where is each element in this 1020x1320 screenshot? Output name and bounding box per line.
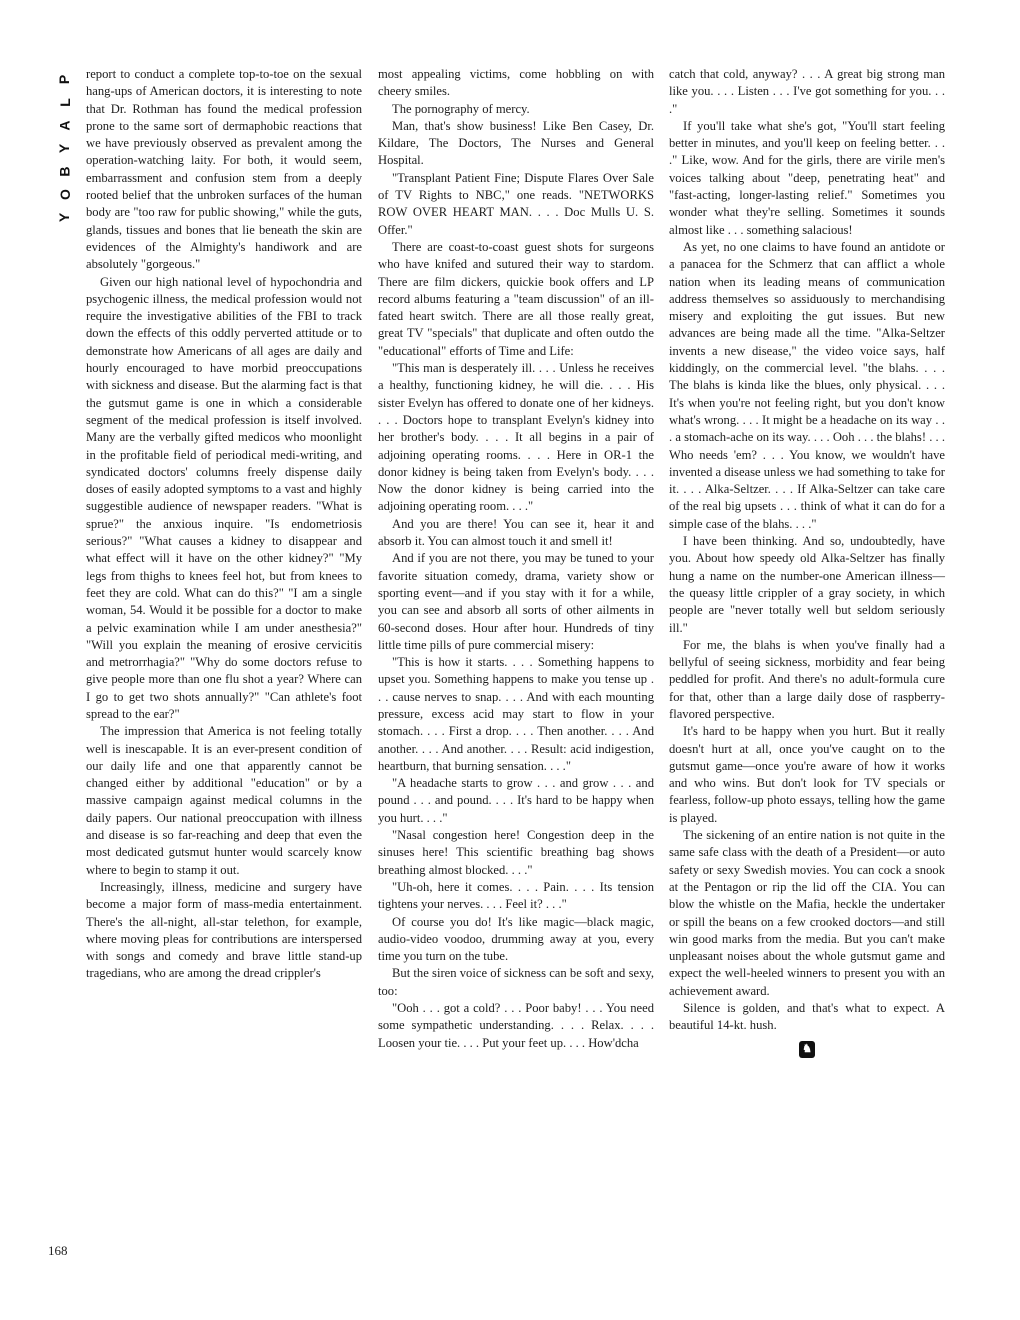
paragraph: The impression that America is not feeling totally well is inescapable. It is an ever-present condition of our daily life and one that apparently cannot be changed either by additional "education" or by a massive campaign against medical columns in the daily papers. Our national preoccupation with illness and disease is so far-reaching and deep that even the most dedicated gutsmut hunter would scarcely know where to begin to stamp it out. — [86, 724, 362, 877]
page-number: 168 — [48, 1243, 68, 1258]
masthead-letter: B — [56, 166, 73, 177]
masthead-letter: Y — [56, 143, 73, 154]
paragraph: "Nasal congestion here! Congestion deep in the sinuses here! This scientific breathing bag shows breathing almost blocked. . . ." — [378, 828, 654, 877]
paragraph: report to conduct a complete top-to-toe on the sexual hang-ups of American doctors, it is interesting to note that Dr. Rothman has found the medical profession prone to the same sort of dermaphobic reactions that we have previously observed as prevalent among the operation-watching laity. For both, it would seem, embarrassment and confusion stem from a deeply rooted belief that the unbroken surfaces of the human body are "too raw for public showing," while the guts, glands, tissues and bones that lie beneath the skin are evidences of the Almighty's handiwork and are absolutely "gorgeous." — [86, 67, 362, 272]
paragraph: As yet, no one claims to have found an antidote or a panacea for the Schmerz that can afflict a whole nation when its leading means of communication address themselves so assiduously to merchandising misery and exploiting the gut issues. But new advances are being made all the time. "Alka-Seltzer invents a new disease," the video voice says, half kiddingly, on the commercial level. "the blahs. . . . The blahs is kinda like the blues, only physical. . . . It's when you're not feeling right, but you don't know what's wrong. . . . It might be a headache on its way . . . a stomach-ache on its way. . . . Ooh . . . the blahs! . . . Who needs 'em? . . . You know, we wouldn't have invented a disease unless we had something to take for it. . . . Alka-Seltzer. . . . If Alka-Seltzer can take care of the real big upsets . . . think of what it can do for a simple case of the blahs. . . ." — [669, 239, 945, 531]
paragraph: "Uh-oh, here it comes. . . . Pain. . . . Its tension tightens your nerves. . . . Feel it? . . ." — [378, 879, 654, 912]
paragraph: "This is how it starts. . . . Something happens to upset you. Something happens to make you tense up . . . cause nerves to snap. . . . And with each mounting pressure, excess acid may start to flow in your stomach. . . . First a drop. . . . Then another. . . . And another. . . . And another. . . . Result: acid indigestion, heartburn, that burning sensation. . . ." — [378, 655, 654, 773]
paragraph: I have been thinking. And so, undoubtedly, have you. About how speedy old Alka-Seltzer has finally hung a name on the number-one American illness—the queasy little crippler of a gray society, in which people are "never totally well but seldom seriously ill." — [669, 534, 945, 635]
paragraph: But the siren voice of sickness can be soft and sexy, too: — [378, 966, 654, 998]
masthead-letter: O — [56, 189, 73, 200]
paragraph: "Ooh . . . got a cold? . . . Poor baby! . . . You need some sympathetic understanding. . . . Relax. . . . Loosen your tie. . . . Put your feet up. . . . How'dcha — [378, 1001, 654, 1050]
column-1 — [86, 66, 362, 983]
masthead — [52, 68, 78, 229]
paragraph: "A headache starts to grow . . . and grow . . . and pound . . . and pound. . . . It's hard to be happy when you hurt. . . ." — [378, 776, 654, 825]
paragraph: Silence is golden, and that's what to expect. A beautiful 14-kt. hush. — [669, 1001, 945, 1033]
paragraph: The sickening of an entire nation is not quite in the same safe class with the death of a President—or auto safety or sexy Swedish movies. You can cock a snook at the Pentagon or rip the lid off the CIA. You can blow the whistle on the Mafia, heckle the undertaker or spill the beans on a few crooked doctors—and still win good marks from the media. But you can't make unpleasant noises about the whole gutsmut game and expect the well-heeled winners to present you with an achievement award. — [669, 828, 945, 998]
column-2 — [378, 66, 654, 1052]
masthead-letter: Y — [56, 212, 73, 223]
paragraph: most appealing victims, come hobbling on with cheery smiles. — [378, 67, 654, 99]
paragraph: Of course you do! It's like magic—black magic, audio-video voodoo, drumming away at you, every time you turn on the tube. — [378, 914, 654, 964]
paragraph: It's hard to be happy when you hurt. But it really doesn't hurt at all, once you've caught on to the gutsmut game—once you're aware of how it works and who wins. But don't look for TV specials or fearless, follow-up photo essays, telling how the game is played. — [669, 724, 945, 825]
paragraph: catch that cold, anyway? . . . A great big strong man like you. . . . Listen . . . I've got something for you. . . ." — [669, 67, 945, 116]
masthead-letter: A — [56, 120, 73, 131]
masthead-letter: P — [56, 74, 73, 85]
paragraph: There are coast-to-coast guest shots for surgeons who have knifed and sutured their way to stardom. There are film dickers, quickie book offers and LP record albums featuring a "team discussion" of an ill-fated heart switch. There are all those really great, great TV "specials" that duplicate and often outdo the "educational" efforts of Time and Life: — [378, 239, 654, 358]
paragraph: "This man is desperately ill. . . . Unless he receives a healthy, functioning kidney, he will die. . . . His sister Evelyn has offered to donate one of her kidneys. . . . Doctors hope to transplant Evelyn's kidney into her brother's body. . . . It all begins in a pair of adjoining operating rooms. . . . Here in OR-1 the donor kidney is being taken from Evelyn's body. . . . Now the donor kidney is being carried into the adjoining operating room. . . ." — [378, 361, 654, 514]
end-mark-icon: ♞ — [799, 1041, 815, 1058]
paragraph: For me, the blahs is when you've finally had a bellyful of seeing sickness, morbidity and fear being peddled for profit. And there's no adult-formula cure for that, other than a large daily dose of raspberry-flavored perspective. — [669, 637, 945, 721]
paragraph: Increasingly, illness, medicine and surgery have become a major form of mass-media entertainment. There's the all-night, all-star telethon, for example, where moving pleas for contributions are interspersed with songs and comedy and brave little stand-up tragedians, who are among the dread crippler's — [86, 879, 362, 981]
paragraph: And you are there! You can see it, hear it and absorb it. You can almost touch it and smell it! — [378, 516, 654, 549]
paragraph: "Transplant Patient Fine; Dispute Flares Over Sale of TV Rights to NBC," one reads. "NETWORKS ROW OVER HEART MAN. . . . Doc Mulls U. S. Offer." — [378, 170, 654, 237]
paragraph: Man, that's show business! Like Ben Casey, Dr. Kildare, The Doctors, The Nurses and General Hospital. — [378, 118, 654, 168]
paragraph: The pornography of mercy. — [392, 101, 530, 116]
paragraph: And if you are not there, you may be tuned to your favorite situation comedy, drama, variety show or sporting event—and if you stay with it for a while, you can see and absorb all sorts of other ailments in 60-second doses. Hour after hour. Hundreds of tiny little time pills of pure commercial misery: — [378, 551, 654, 652]
paragraph: Given our high national level of hypochondria and psychogenic illness, the medical profession would not require the investigative abilities of the FBI to track down the effects of this oddly perverted attitude or to demonstrate how Americans of all ages are daily and hourly encouraged to have morbid preoccupations with sickness and disease. But the alarming fact is that the gutsmut game is one in which a considerable segment of the medical profession is itself involved. Many are the verbally gifted medicos who moonlight in the profitable field of periodical medi-writing, and syndicated doctors' columns freely dispense daily doses of easily adopted symptoms to a vast and highly suggestible audience of newspaper readers. "What is sprue?" the anxious inquire. "Is endometriosis serious?" "What causes a kidney to disappear and what effect will it have on the other kidney?" "My legs from thighs to knees feel hot, but from knees to feet they are cold. What can do this?" "I am a single woman, 54. Would it be possible for a doctor to make a pelvic examination while I am under anesthesia?" "Will you explain the meaning of erosive cervicitis and metrorrhagia?" "Why do some doctors refuse to give people more than one flu shot a year? Where can I go to get two shots annually?" "Can athlete's foot spread to the ear?" — [86, 274, 362, 721]
masthead-letter: L — [56, 98, 73, 107]
column-3 — [669, 66, 945, 1058]
paragraph: If you'll take what she's got, "You'll start feeling better in minutes, and you'll keep on feeling better. . . ." Like, wow. And for the girls, there are virile men's voices talking about "deep, penetrating heat" and "fast-acting, longer-lasting relief." Sometimes you wonder what they're selling. Sometimes it sounds almost like . . . something salacious! — [669, 118, 945, 237]
